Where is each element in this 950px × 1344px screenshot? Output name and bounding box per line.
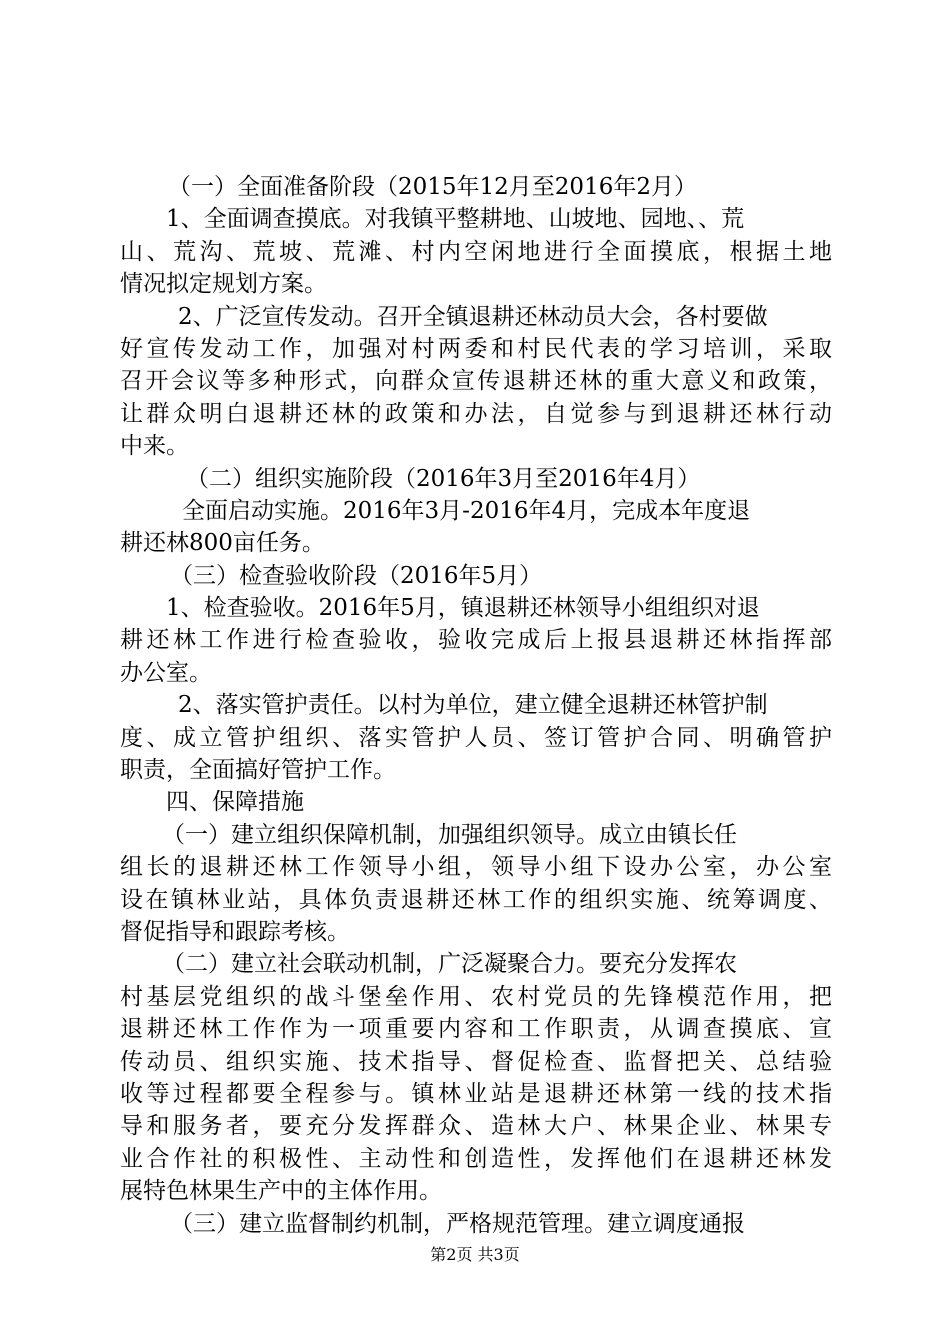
text-line: 度、成立管护组织、落实管护人员、签订管护合同、明确管护 (120, 724, 832, 751)
text-line: （三）检查验收阶段（2016年5月） (170, 562, 543, 589)
text-line: 1、检查验收。2016年5月，镇退耕还林领导小组组织对退 (166, 595, 760, 622)
text-line: （二）建立社会联动机制，广泛凝聚合力。要充分发挥农 (162, 951, 737, 978)
page-footer (0, 1245, 950, 1265)
text-line: 办公室。 (120, 659, 212, 686)
text-line: 职责，全面搞好管护工作。 (120, 757, 396, 784)
text-line: 设在镇林业站，具体负责退耕还林工作的组织实施、统筹调度、 (120, 886, 832, 913)
text-line: （三）建立监督制约机制，严格规范管理。建立调度通报 (170, 1210, 745, 1237)
text-line: 好宣传发动工作，加强对村两委和村民代表的学习培训，采取 (120, 335, 832, 362)
text-line: 四、保障措施 (166, 789, 304, 816)
text-line: 耕还林工作进行检查验收，验收完成后上报县退耕还林指挥部 (120, 627, 832, 654)
text-line: 山、荒沟、荒坡、荒滩、村内空闲地进行全面摸底，根据土地 (120, 238, 832, 265)
text-line: 退耕还林工作作为一项重要内容和工作职责，从调查摸底、宣 (120, 1016, 832, 1043)
text-line: 耕还林800亩任务。 (120, 530, 325, 557)
text-line: （二）组织实施阶段（2016年3月至2016年4月） (186, 465, 701, 492)
text-line: 收等过程都要全程参与。镇林业站是退耕还林第一线的技术指 (120, 1080, 832, 1107)
text-line: （一）全面准备阶段（2015年12月至2016年2月） (168, 174, 697, 200)
text-line: （一）建立组织保障机制，加强组织领导。成立由镇长任 (162, 821, 737, 848)
text-line: 业合作社的积极性、主动性和创造性，发挥他们在退耕还林发 (120, 1145, 832, 1172)
text-line: 召开会议等多种形式，向群众宣传退耕还林的重大意义和政策， (120, 368, 832, 395)
text-line: 导和服务者，要充分发挥群众、造林大户、林果企业、林果专 (120, 1113, 832, 1140)
text-line: 全面启动实施。2016年3月-2016年4月，完成本年度退 (182, 497, 751, 524)
text-line: 村基层党组织的战斗堡垒作用、农村党员的先锋模范作用，把 (120, 983, 832, 1010)
text-line: 1、全面调查摸底。对我镇平整耕地、山坡地、园地、、荒 (166, 206, 745, 233)
text-line: 督促指导和跟踪考核。 (120, 918, 350, 945)
document-body (120, 171, 832, 1240)
page-number: 第2页 共3页 (430, 1245, 520, 1264)
text-line: 让群众明白退耕还林的政策和办法，自觉参与到退耕还林行动 (120, 400, 832, 427)
text-line: 展特色林果生产中的主体作用。 (120, 1178, 442, 1205)
text-line: 2、广泛宣传发动。召开全镇退耕还林动员大会，各村要做 (178, 303, 768, 330)
text-line: 2、落实管护责任。以村为单位，建立健全退耕还林管护制 (178, 692, 768, 719)
text-line: 情况拟定规划方案。 (120, 271, 327, 298)
text-line: 中来。 (120, 433, 189, 460)
text-line: 传动员、组织实施、技术指导、督促检查、监督把关、总结验 (120, 1048, 832, 1075)
text-line: 组长的退耕还林工作领导小组，领导小组下设办公室，办公室 (120, 854, 832, 881)
